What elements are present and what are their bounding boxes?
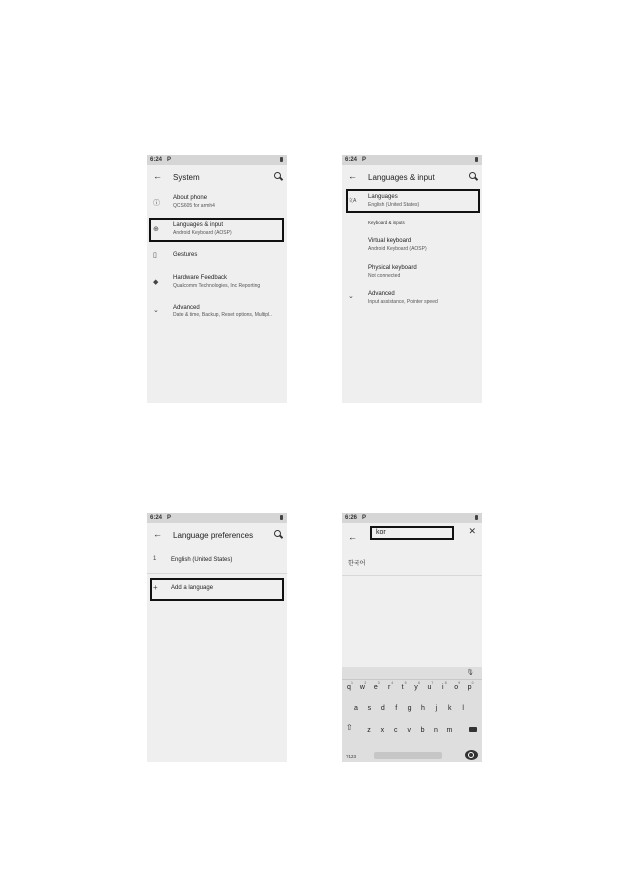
status-time: 6:24 (150, 515, 163, 521)
item-subtitle: Android Keyboard (AOSP) (173, 230, 232, 236)
item-title: Advanced (368, 291, 395, 297)
settings-item-advanced[interactable] (147, 302, 287, 328)
key-t[interactable]: t (401, 684, 404, 691)
search-icon[interactable] (274, 172, 281, 179)
app-bar (342, 165, 482, 190)
section-header-label: Keyboard & inputs (368, 220, 405, 225)
item-title: About phone (173, 195, 208, 201)
key-p[interactable]: p (467, 684, 472, 691)
globe-icon: ⊕ (153, 226, 159, 233)
translate-icon: 文A (348, 198, 357, 204)
search-result-label: 한국어 (348, 561, 366, 567)
gestures-icon: ▯ (153, 252, 157, 259)
settings-item-gestures[interactable] (147, 246, 287, 268)
status-p-icon: P (167, 157, 172, 163)
add-language-label: Add a language (171, 585, 214, 591)
page-title: System (173, 173, 200, 182)
symbols-key[interactable]: ?123 (346, 754, 357, 759)
search-icon[interactable] (469, 172, 476, 179)
keyboard-row-3 (342, 724, 482, 738)
key-l[interactable]: l (462, 705, 464, 712)
backspace-icon[interactable] (469, 727, 477, 732)
key-m[interactable]: m (446, 727, 453, 734)
item-subtitle: English (United States) (368, 202, 420, 208)
status-bar (342, 513, 482, 523)
key-number-hint: 1 (351, 681, 353, 685)
key-u[interactable]: u (427, 684, 432, 691)
key-y[interactable]: y (414, 684, 418, 691)
key-o[interactable]: o (454, 684, 459, 691)
key-b[interactable]: b (420, 727, 425, 734)
key-number-hint: 2 (364, 681, 367, 685)
item-title: Advanced (173, 305, 200, 311)
feedback-icon: ◆ (153, 279, 159, 286)
key-number-hint: 3 (377, 681, 380, 685)
item-title: Virtual keyboard (368, 238, 412, 244)
settings-item-virtual-keyboard[interactable] (342, 232, 482, 260)
space-bar[interactable] (374, 752, 442, 759)
status-time: 6:24 (345, 157, 358, 163)
screen-language-preferences (147, 513, 287, 762)
key-a[interactable]: a (354, 705, 358, 712)
key-i[interactable]: i (442, 684, 444, 691)
key-e[interactable]: e (373, 684, 378, 691)
key-c[interactable]: c (394, 727, 398, 734)
plus-icon: + (153, 583, 158, 592)
chevron-down-icon: ⌄ (348, 293, 354, 300)
back-arrow-icon[interactable]: ← (153, 529, 162, 539)
battery-icon (280, 515, 283, 520)
item-title: Languages (368, 194, 398, 200)
key-v[interactable]: v (407, 727, 411, 734)
suggestion-strip (342, 667, 482, 680)
shift-key[interactable]: ⇧ (346, 723, 353, 732)
item-subtitle: QCS605 for armh4 (173, 203, 215, 209)
item-subtitle: Date & time, Backup, Reset options, Multipl.. (173, 312, 272, 318)
key-number-hint: 5 (404, 681, 407, 685)
battery-icon (475, 157, 478, 162)
status-bar (147, 155, 287, 165)
page-title: Languages & input (368, 173, 435, 182)
item-title: Hardware Feedback (173, 275, 228, 281)
back-arrow-icon[interactable]: ← (348, 532, 357, 542)
settings-item-advanced[interactable] (342, 288, 482, 314)
microphone-icon[interactable]: 🎙 (466, 670, 474, 676)
settings-item-physical-keyboard[interactable] (342, 260, 482, 288)
back-arrow-icon[interactable]: ← (348, 171, 357, 181)
key-x[interactable]: x (380, 727, 385, 734)
key-number-hint: 7 (431, 681, 434, 685)
key-h[interactable]: h (421, 705, 425, 712)
screen-language-search (342, 513, 482, 762)
key-g[interactable]: g (407, 705, 412, 712)
info-icon: ⓘ (153, 200, 160, 207)
key-number-hint: 0 (471, 681, 474, 685)
highlight-box (346, 189, 480, 213)
key-number-hint: 9 (458, 681, 461, 685)
key-z[interactable]: z (367, 727, 371, 734)
back-arrow-icon[interactable]: ← (153, 171, 162, 181)
key-number-hint: 4 (391, 681, 394, 685)
settings-item-hardware-feedback[interactable] (147, 272, 287, 298)
search-go-button[interactable] (465, 750, 478, 760)
status-bar (147, 513, 287, 523)
language-list-item[interactable] (147, 550, 287, 572)
search-input[interactable]: kor (370, 526, 454, 540)
item-title: Languages & input (173, 222, 224, 228)
key-s[interactable]: s (367, 705, 372, 712)
key-w[interactable]: w (359, 684, 365, 691)
close-icon[interactable]: ✕ (468, 526, 476, 536)
highlight-box (150, 578, 284, 601)
item-subtitle: Qualcomm Technologies, Inc Reporting (173, 283, 261, 289)
status-bar (342, 155, 482, 165)
key-q[interactable]: q (347, 684, 351, 691)
on-screen-keyboard (342, 667, 482, 762)
key-k[interactable]: k (448, 705, 452, 712)
status-p-icon: P (362, 157, 367, 163)
keyboard-row-2 (342, 702, 482, 716)
item-subtitle: Input assistance, Pointer speed (368, 299, 438, 305)
search-result-item[interactable] (342, 553, 482, 576)
divider (147, 573, 287, 574)
key-number-hint: 6 (418, 681, 420, 685)
key-j[interactable]: j (435, 705, 438, 712)
key-number-hint: 8 (444, 681, 447, 685)
highlight-box (149, 218, 284, 242)
language-number: 1 (153, 556, 157, 562)
screen-languages-input (342, 155, 482, 403)
key-d[interactable]: d (380, 705, 385, 712)
key-f[interactable]: f (395, 705, 398, 712)
item-title: Physical keyboard (368, 265, 417, 271)
status-time: 6:26 (345, 515, 358, 521)
search-icon[interactable] (274, 530, 281, 537)
page-title: Language preferences (173, 531, 254, 540)
app-bar (147, 165, 287, 190)
status-p-icon: P (362, 515, 367, 521)
battery-icon (475, 515, 478, 520)
key-r[interactable]: r (388, 684, 391, 691)
status-time: 6:24 (150, 157, 163, 163)
language-name: English (United States) (171, 557, 233, 563)
screen-system (147, 155, 287, 403)
app-bar (147, 523, 287, 548)
battery-icon (280, 157, 283, 162)
status-p-icon: P (167, 515, 172, 521)
item-subtitle: Not connected (368, 273, 401, 279)
item-subtitle: Android Keyboard (AOSP) (368, 246, 427, 252)
key-n[interactable]: n (434, 727, 438, 734)
section-header (342, 218, 482, 232)
keyboard-row-1 (342, 681, 482, 695)
chevron-down-icon: ⌄ (153, 307, 159, 314)
settings-item-about-phone[interactable] (147, 190, 287, 216)
item-title: Gestures (173, 252, 198, 258)
